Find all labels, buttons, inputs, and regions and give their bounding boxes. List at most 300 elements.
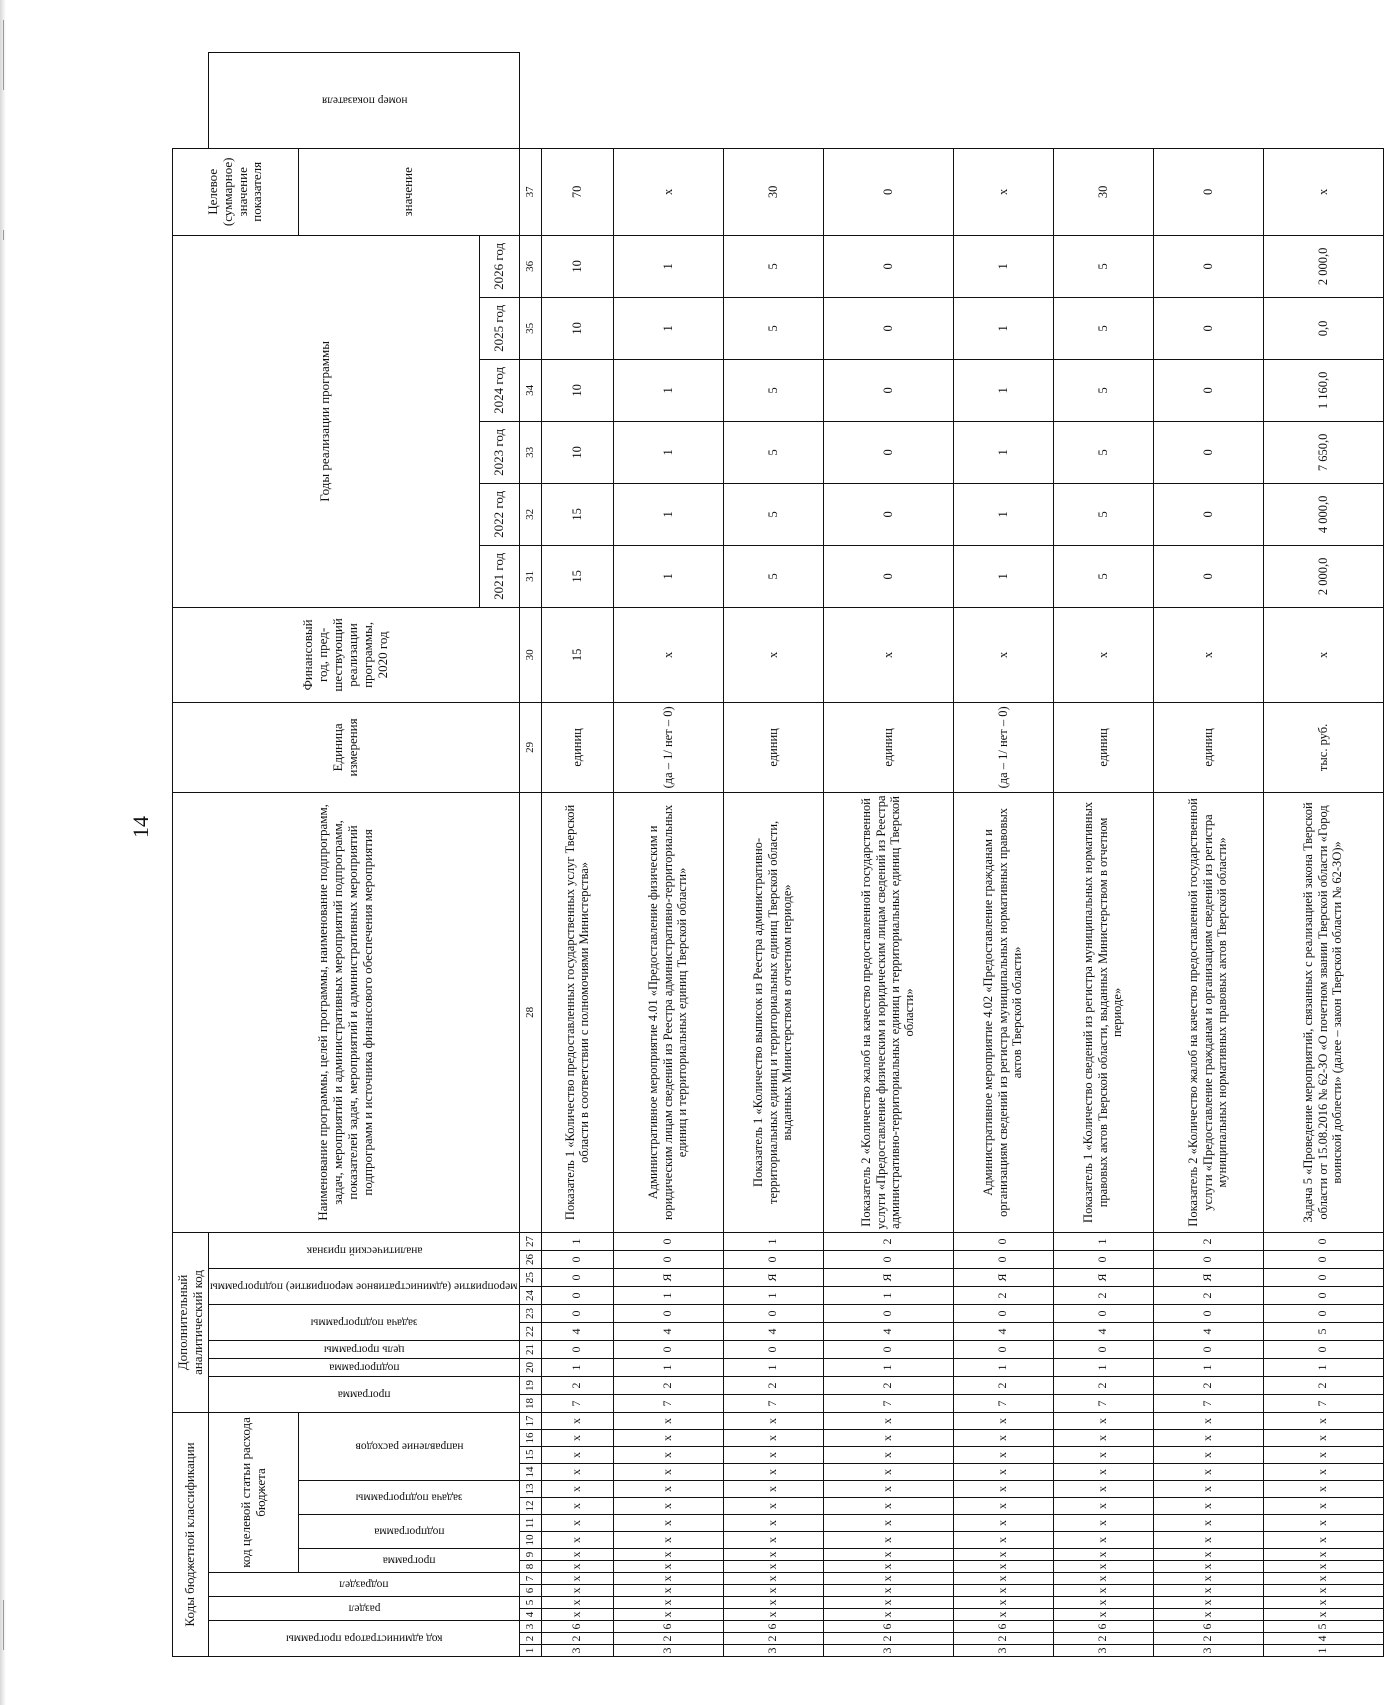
scan-mark xyxy=(3,1600,4,1650)
a-attr-header: аналитический признак xyxy=(209,1232,520,1268)
row-unit: (да – 1/ нет – 0) xyxy=(613,702,723,792)
code-digit: х xyxy=(723,1447,823,1464)
code-digit: х xyxy=(723,1549,823,1561)
code-digit: 2 xyxy=(1053,1376,1153,1394)
column-number: 3 xyxy=(519,1621,541,1633)
code-digit: 4 xyxy=(953,1322,1053,1340)
code-digit: Я xyxy=(953,1268,1053,1286)
code-digit: 0 xyxy=(613,1250,723,1268)
code-digit: х xyxy=(823,1515,953,1532)
code-digit: х xyxy=(953,1430,1053,1447)
column-number: 36 xyxy=(519,235,541,297)
column-number: 25 xyxy=(519,1268,541,1286)
row-year-value: 1 xyxy=(953,483,1053,545)
code-digit: х xyxy=(1263,1430,1383,1447)
code-digit: х xyxy=(1053,1430,1153,1447)
code-digit: х xyxy=(1053,1549,1153,1561)
code-digit: х xyxy=(953,1561,1053,1573)
code-digit: 0 xyxy=(1053,1250,1153,1268)
page-number: 14 xyxy=(128,816,153,838)
column-number: 19 xyxy=(519,1376,541,1394)
row-year-value: 1 xyxy=(613,235,723,297)
code-digit: х xyxy=(541,1412,613,1429)
row-year-value: 5 xyxy=(723,483,823,545)
row-unit: (да – 1/ нет – 0) xyxy=(953,702,1053,792)
code-digit: х xyxy=(1263,1447,1383,1464)
code-digit: 2 xyxy=(1153,1376,1263,1394)
code-digit: 0 xyxy=(541,1250,613,1268)
code-digit: 0 xyxy=(541,1286,613,1304)
code-digit: 0 xyxy=(541,1304,613,1322)
row-base-value: х xyxy=(823,607,953,702)
code-digit: х xyxy=(1153,1532,1263,1549)
scan-edge xyxy=(0,0,6,1705)
code-digit: 0 xyxy=(823,1250,953,1268)
row-year-value: 1 xyxy=(613,297,723,359)
code-digit: 4 xyxy=(1263,1633,1383,1645)
code-digit: 4 xyxy=(823,1322,953,1340)
row-year-value: 5 xyxy=(1053,545,1153,607)
code-digit: х xyxy=(613,1585,723,1597)
code-digit: 0 xyxy=(823,1304,953,1322)
column-number: 11 xyxy=(519,1515,541,1532)
year-2025-header: 2025 год xyxy=(479,297,519,359)
table-row xyxy=(613,53,723,1657)
code-digit: х xyxy=(1263,1573,1383,1585)
code-digit: х xyxy=(541,1573,613,1585)
code-digit: х xyxy=(1263,1515,1383,1532)
code-digit: 2 xyxy=(823,1376,953,1394)
row-base-value: х xyxy=(613,607,723,702)
column-number-row xyxy=(519,53,541,1657)
code-digit: х xyxy=(723,1532,823,1549)
code-digit: 2 xyxy=(723,1633,823,1645)
code-digit: х xyxy=(541,1464,613,1481)
code-digit: 1 xyxy=(723,1232,823,1250)
code-digit: х xyxy=(723,1515,823,1532)
row-year-value: 1 xyxy=(613,545,723,607)
column-number: 4 xyxy=(519,1609,541,1621)
code-digit: 2 xyxy=(613,1376,723,1394)
subprogram-task-header: задача подпрограммы xyxy=(299,1481,520,1515)
column-number: 31 xyxy=(519,545,541,607)
code-digit: 1 xyxy=(1263,1645,1383,1657)
code-digit: 4 xyxy=(541,1322,613,1340)
a-subprogram-header: подпрограмма xyxy=(209,1358,520,1376)
code-digit: 0 xyxy=(723,1304,823,1322)
year-2026-header: 2026 год xyxy=(479,235,519,297)
code-digit: 1 xyxy=(1153,1358,1263,1376)
code-digit: х xyxy=(953,1585,1053,1597)
row-unit: единиц xyxy=(1053,702,1153,792)
a-goal-header: цель программы xyxy=(209,1340,520,1358)
column-number: 18 xyxy=(519,1394,541,1412)
row-year-value: 1 xyxy=(953,421,1053,483)
code-digit: 6 xyxy=(823,1621,953,1633)
code-digit: х xyxy=(541,1498,613,1515)
column-number: 15 xyxy=(519,1447,541,1464)
code-digit: х xyxy=(1263,1498,1383,1515)
code-digit: х xyxy=(541,1447,613,1464)
row-base-value: х xyxy=(953,607,1053,702)
column-number: 26 xyxy=(519,1250,541,1268)
code-digit: х xyxy=(541,1561,613,1573)
code-digit: 6 xyxy=(613,1621,723,1633)
column-number: 23 xyxy=(519,1304,541,1322)
code-digit: 2 xyxy=(953,1633,1053,1645)
row-year-value: 1 xyxy=(953,359,1053,421)
code-digit: 2 xyxy=(1153,1633,1263,1645)
row-year-value: 10 xyxy=(541,359,613,421)
code-digit: 3 xyxy=(953,1645,1053,1657)
column-number: 5 xyxy=(519,1597,541,1609)
column-number: 16 xyxy=(519,1430,541,1447)
row-year-value: 5 xyxy=(723,297,823,359)
row-year-value: 1 xyxy=(953,235,1053,297)
code-digit: х xyxy=(1053,1481,1153,1498)
subsection-header: подраздел xyxy=(209,1573,520,1597)
row-unit: единиц xyxy=(823,702,953,792)
row-unit: единиц xyxy=(1153,702,1263,792)
row-year-value: 5 xyxy=(723,545,823,607)
a-task-header: задача подпрограммы xyxy=(209,1304,520,1340)
code-digit: х xyxy=(823,1532,953,1549)
row-year-value: 1 xyxy=(613,359,723,421)
row-base-value: х xyxy=(1053,607,1153,702)
analytic-code-header: Дополнительный аналитический код xyxy=(173,1232,209,1412)
code-digit: 7 xyxy=(1153,1394,1263,1412)
code-digit: х xyxy=(953,1573,1053,1585)
column-number: 35 xyxy=(519,297,541,359)
code-digit: 7 xyxy=(823,1394,953,1412)
column-number: 34 xyxy=(519,359,541,421)
column-number: 29 xyxy=(519,702,541,792)
table-row xyxy=(953,53,1053,1657)
target-article-header: код целевой статьи расхода бюджета xyxy=(209,1412,299,1572)
code-digit: х xyxy=(541,1532,613,1549)
row-year-value: 0 xyxy=(1153,235,1263,297)
code-digit: х xyxy=(723,1464,823,1481)
code-digit: 1 xyxy=(823,1358,953,1376)
code-digit: 2 xyxy=(953,1286,1053,1304)
code-digit: 2 xyxy=(541,1376,613,1394)
a-indicator-header: номер показателя xyxy=(209,53,520,149)
code-digit: 2 xyxy=(823,1232,953,1250)
code-digit: х xyxy=(541,1430,613,1447)
row-year-value: 15 xyxy=(541,545,613,607)
row-target-value: х xyxy=(613,148,723,235)
code-digit: 0 xyxy=(1263,1250,1383,1268)
row-year-value: 4 000,0 xyxy=(1263,483,1383,545)
code-digit: х xyxy=(613,1515,723,1532)
row-year-value: 0 xyxy=(1153,297,1263,359)
code-digit: х xyxy=(1053,1464,1153,1481)
code-digit: х xyxy=(1153,1464,1263,1481)
code-digit: х xyxy=(541,1515,613,1532)
code-digit: Я xyxy=(1153,1268,1263,1286)
code-digit: х xyxy=(1263,1532,1383,1549)
code-digit: х xyxy=(1153,1609,1263,1621)
fin-year-header: Финансовый год, пред-шествующий реализации программы, 2020 год xyxy=(173,607,520,702)
row-name: Показатель 1 «Количество выписок из Реестра административно-территориальных единиц и территориальных единиц Тверской области, выданных Министерством в отчетном периоде» xyxy=(723,792,823,1232)
code-digit: Я xyxy=(613,1268,723,1286)
row-name: Показатель 1 «Количество сведений из регистра муниципальных нормативных правовых актов Тверской области, выданных Министерством в отчетном периоде» xyxy=(1053,792,1153,1232)
column-number: 30 xyxy=(519,607,541,702)
code-digit: 2 xyxy=(1053,1286,1153,1304)
code-digit: 0 xyxy=(1263,1304,1383,1322)
code-digit: х xyxy=(541,1585,613,1597)
code-digit: х xyxy=(1053,1532,1153,1549)
row-base-value: х xyxy=(723,607,823,702)
code-digit: х xyxy=(823,1447,953,1464)
column-number: 1 xyxy=(519,1645,541,1657)
code-digit: х xyxy=(541,1481,613,1498)
code-digit: х xyxy=(1263,1585,1383,1597)
code-digit: 1 xyxy=(613,1358,723,1376)
code-digit: х xyxy=(613,1561,723,1573)
a-program-header: программа xyxy=(209,1376,520,1412)
code-digit: 4 xyxy=(1053,1322,1153,1340)
code-digit: 0 xyxy=(1153,1304,1263,1322)
code-digit: х xyxy=(723,1597,823,1609)
code-digit: х xyxy=(1053,1597,1153,1609)
code-digit: х xyxy=(613,1573,723,1585)
name-header: Наименование программы, целей программы, наименование подпрограмм, задач, мероприятий и административных мероприятий подпрограмм, показателей задач, мероприятий и административных мероприятий подпрограмм и источника финансового обеспечения мероприятия xyxy=(173,792,520,1232)
column-number: 37 xyxy=(519,148,541,235)
row-year-value: 0 xyxy=(823,235,953,297)
code-digit: х xyxy=(823,1464,953,1481)
row-year-value: 0 xyxy=(823,421,953,483)
row-year-value: 0 xyxy=(1153,483,1263,545)
header-row-1 xyxy=(173,53,209,1657)
code-digit: х xyxy=(953,1447,1053,1464)
row-year-value: 5 xyxy=(1053,359,1153,421)
code-digit: 6 xyxy=(1053,1621,1153,1633)
code-digit: х xyxy=(1153,1498,1263,1515)
code-digit: 0 xyxy=(1153,1250,1263,1268)
code-digit: 0 xyxy=(1263,1340,1383,1358)
code-digit: 7 xyxy=(1263,1394,1383,1412)
row-year-value: 0 xyxy=(823,297,953,359)
code-digit: 0 xyxy=(1053,1340,1153,1358)
code-digit: 5 xyxy=(1263,1322,1383,1340)
code-digit: 7 xyxy=(541,1394,613,1412)
code-digit: 1 xyxy=(953,1358,1053,1376)
code-digit: 4 xyxy=(613,1322,723,1340)
code-digit: х xyxy=(823,1597,953,1609)
row-year-value: 0 xyxy=(823,359,953,421)
column-number: 13 xyxy=(519,1481,541,1498)
code-digit: х xyxy=(1053,1515,1153,1532)
code-digit: х xyxy=(723,1561,823,1573)
table-body xyxy=(519,53,1383,1657)
code-digit: х xyxy=(823,1412,953,1429)
code-digit: 3 xyxy=(541,1645,613,1657)
code-digit: 3 xyxy=(1153,1645,1263,1657)
row-unit: единиц xyxy=(723,702,823,792)
a-measure-header: мероприятие (административное мероприятие) подпрограммы xyxy=(209,1268,520,1304)
row-year-value: 0 xyxy=(1153,359,1263,421)
code-digit: х xyxy=(1053,1412,1153,1429)
code-digit: 0 xyxy=(1263,1268,1383,1286)
table-row xyxy=(1053,53,1153,1657)
row-name: Показатель 2 «Количество жалоб на качество предоставленной государственной услуги «Предоставление физическим и юридическим лицам сведений из Реестра административно-территориальных единиц и территориальных единиц Тверской области» xyxy=(823,792,953,1232)
code-digit: 0 xyxy=(1263,1286,1383,1304)
code-digit: 2 xyxy=(613,1633,723,1645)
code-digit: 3 xyxy=(823,1645,953,1657)
code-digit: х xyxy=(1263,1412,1383,1429)
column-number: 12 xyxy=(519,1498,541,1515)
column-number: 21 xyxy=(519,1340,541,1358)
row-year-value: 5 xyxy=(1053,421,1153,483)
row-year-value: 5 xyxy=(723,421,823,483)
code-digit: х xyxy=(613,1609,723,1621)
table-row xyxy=(723,53,823,1657)
year-2021-header: 2021 год xyxy=(479,545,519,607)
code-digit: х xyxy=(723,1412,823,1429)
year-2024-header: 2024 год xyxy=(479,359,519,421)
code-digit: 6 xyxy=(1153,1621,1263,1633)
code-digit: х xyxy=(823,1481,953,1498)
row-year-value: 1 xyxy=(953,297,1053,359)
column-number: 33 xyxy=(519,421,541,483)
code-digit: х xyxy=(1263,1481,1383,1498)
code-digit: х xyxy=(823,1549,953,1561)
code-digit: х xyxy=(1153,1481,1263,1498)
code-digit: х xyxy=(1263,1561,1383,1573)
code-digit: 3 xyxy=(723,1645,823,1657)
code-digit: х xyxy=(1153,1549,1263,1561)
table-row xyxy=(1263,53,1383,1657)
row-base-value: х xyxy=(1263,607,1383,702)
column-number: 14 xyxy=(519,1464,541,1481)
code-digit: 1 xyxy=(823,1286,953,1304)
code-digit: х xyxy=(1053,1573,1153,1585)
column-number: 10 xyxy=(519,1532,541,1549)
code-digit: х xyxy=(823,1585,953,1597)
code-digit: 0 xyxy=(613,1340,723,1358)
code-digit: х xyxy=(953,1481,1053,1498)
row-target-value: 30 xyxy=(723,148,823,235)
code-digit: 2 xyxy=(1263,1376,1383,1394)
code-digit: х xyxy=(1153,1597,1263,1609)
row-year-value: 0 xyxy=(823,483,953,545)
code-digit: х xyxy=(613,1447,723,1464)
years-group-header: Годы реализации программы xyxy=(173,235,480,607)
expense-direction-header: направление расходов xyxy=(299,1412,520,1480)
row-year-value: 5 xyxy=(1053,235,1153,297)
code-digit: х xyxy=(613,1549,723,1561)
row-base-value: 15 xyxy=(541,607,613,702)
code-digit: Я xyxy=(1053,1268,1153,1286)
code-digit: 0 xyxy=(613,1304,723,1322)
code-digit: 1 xyxy=(1263,1358,1383,1376)
code-digit: 1 xyxy=(1053,1232,1153,1250)
scan-mark xyxy=(3,230,4,240)
code-digit: 0 xyxy=(541,1340,613,1358)
code-digit: х xyxy=(613,1498,723,1515)
table-row xyxy=(541,53,613,1657)
row-year-value: 5 xyxy=(1053,483,1153,545)
code-digit: 2 xyxy=(953,1376,1053,1394)
column-number: 27 xyxy=(519,1232,541,1250)
budget-table xyxy=(172,52,1384,1657)
code-digit: 0 xyxy=(541,1268,613,1286)
row-year-value: 10 xyxy=(541,235,613,297)
row-year-value: 0 xyxy=(1153,545,1263,607)
code-digit: 1 xyxy=(541,1358,613,1376)
row-target-value: х xyxy=(953,148,1053,235)
code-digit: 0 xyxy=(613,1232,723,1250)
value-header: значение xyxy=(299,148,520,235)
table-row xyxy=(823,53,953,1657)
code-digit: х xyxy=(953,1515,1053,1532)
row-target-value: 30 xyxy=(1053,148,1153,235)
code-digit: 7 xyxy=(1053,1394,1153,1412)
code-digit: х xyxy=(953,1549,1053,1561)
code-digit: х xyxy=(953,1532,1053,1549)
code-digit: х xyxy=(1263,1464,1383,1481)
row-year-value: 7 650,0 xyxy=(1263,421,1383,483)
row-name: Показатель 1 «Количество предоставленных государственных услуг Тверской области в соответствии с полномочиями Министерства» xyxy=(541,792,613,1232)
code-digit: 1 xyxy=(723,1286,823,1304)
code-digit: х xyxy=(1153,1515,1263,1532)
code-digit: х xyxy=(723,1573,823,1585)
code-digit: 4 xyxy=(1153,1322,1263,1340)
code-digit: х xyxy=(613,1464,723,1481)
code-digit: х xyxy=(613,1481,723,1498)
code-digit: 2 xyxy=(823,1633,953,1645)
code-digit: х xyxy=(723,1585,823,1597)
code-digit: х xyxy=(823,1430,953,1447)
code-digit: 1 xyxy=(1053,1358,1153,1376)
code-digit: х xyxy=(1053,1447,1153,1464)
row-target-value: 0 xyxy=(1153,148,1263,235)
rotated-table-wrapper xyxy=(172,52,1345,1657)
row-year-value: 5 xyxy=(723,359,823,421)
code-digit: х xyxy=(613,1412,723,1429)
row-year-value: 1 xyxy=(953,545,1053,607)
code-digit: х xyxy=(953,1498,1053,1515)
code-digit: 7 xyxy=(613,1394,723,1412)
code-digit: х xyxy=(613,1430,723,1447)
row-year-value: 0 xyxy=(1153,421,1263,483)
column-number: 32 xyxy=(519,483,541,545)
row-year-value: 1 xyxy=(613,483,723,545)
code-digit: х xyxy=(953,1597,1053,1609)
code-digit: х xyxy=(1053,1561,1153,1573)
code-digit: 3 xyxy=(613,1645,723,1657)
column-number: 20 xyxy=(519,1358,541,1376)
code-digit: 7 xyxy=(953,1394,1053,1412)
code-digit: х xyxy=(613,1597,723,1609)
code-digit: х xyxy=(613,1532,723,1549)
code-digit: 2 xyxy=(723,1376,823,1394)
code-digit: х xyxy=(723,1609,823,1621)
column-number: 6 xyxy=(519,1585,541,1597)
code-digit: х xyxy=(953,1609,1053,1621)
code-digit: 0 xyxy=(953,1232,1053,1250)
code-digit: х xyxy=(1153,1561,1263,1573)
code-digit: 2 xyxy=(1153,1232,1263,1250)
code-digit: Я xyxy=(823,1268,953,1286)
table-row xyxy=(1153,53,1263,1657)
column-number: 2 xyxy=(519,1633,541,1645)
column-number: 9 xyxy=(519,1549,541,1561)
code-digit: Я xyxy=(723,1268,823,1286)
code-digit: 0 xyxy=(823,1340,953,1358)
code-digit: х xyxy=(1153,1430,1263,1447)
